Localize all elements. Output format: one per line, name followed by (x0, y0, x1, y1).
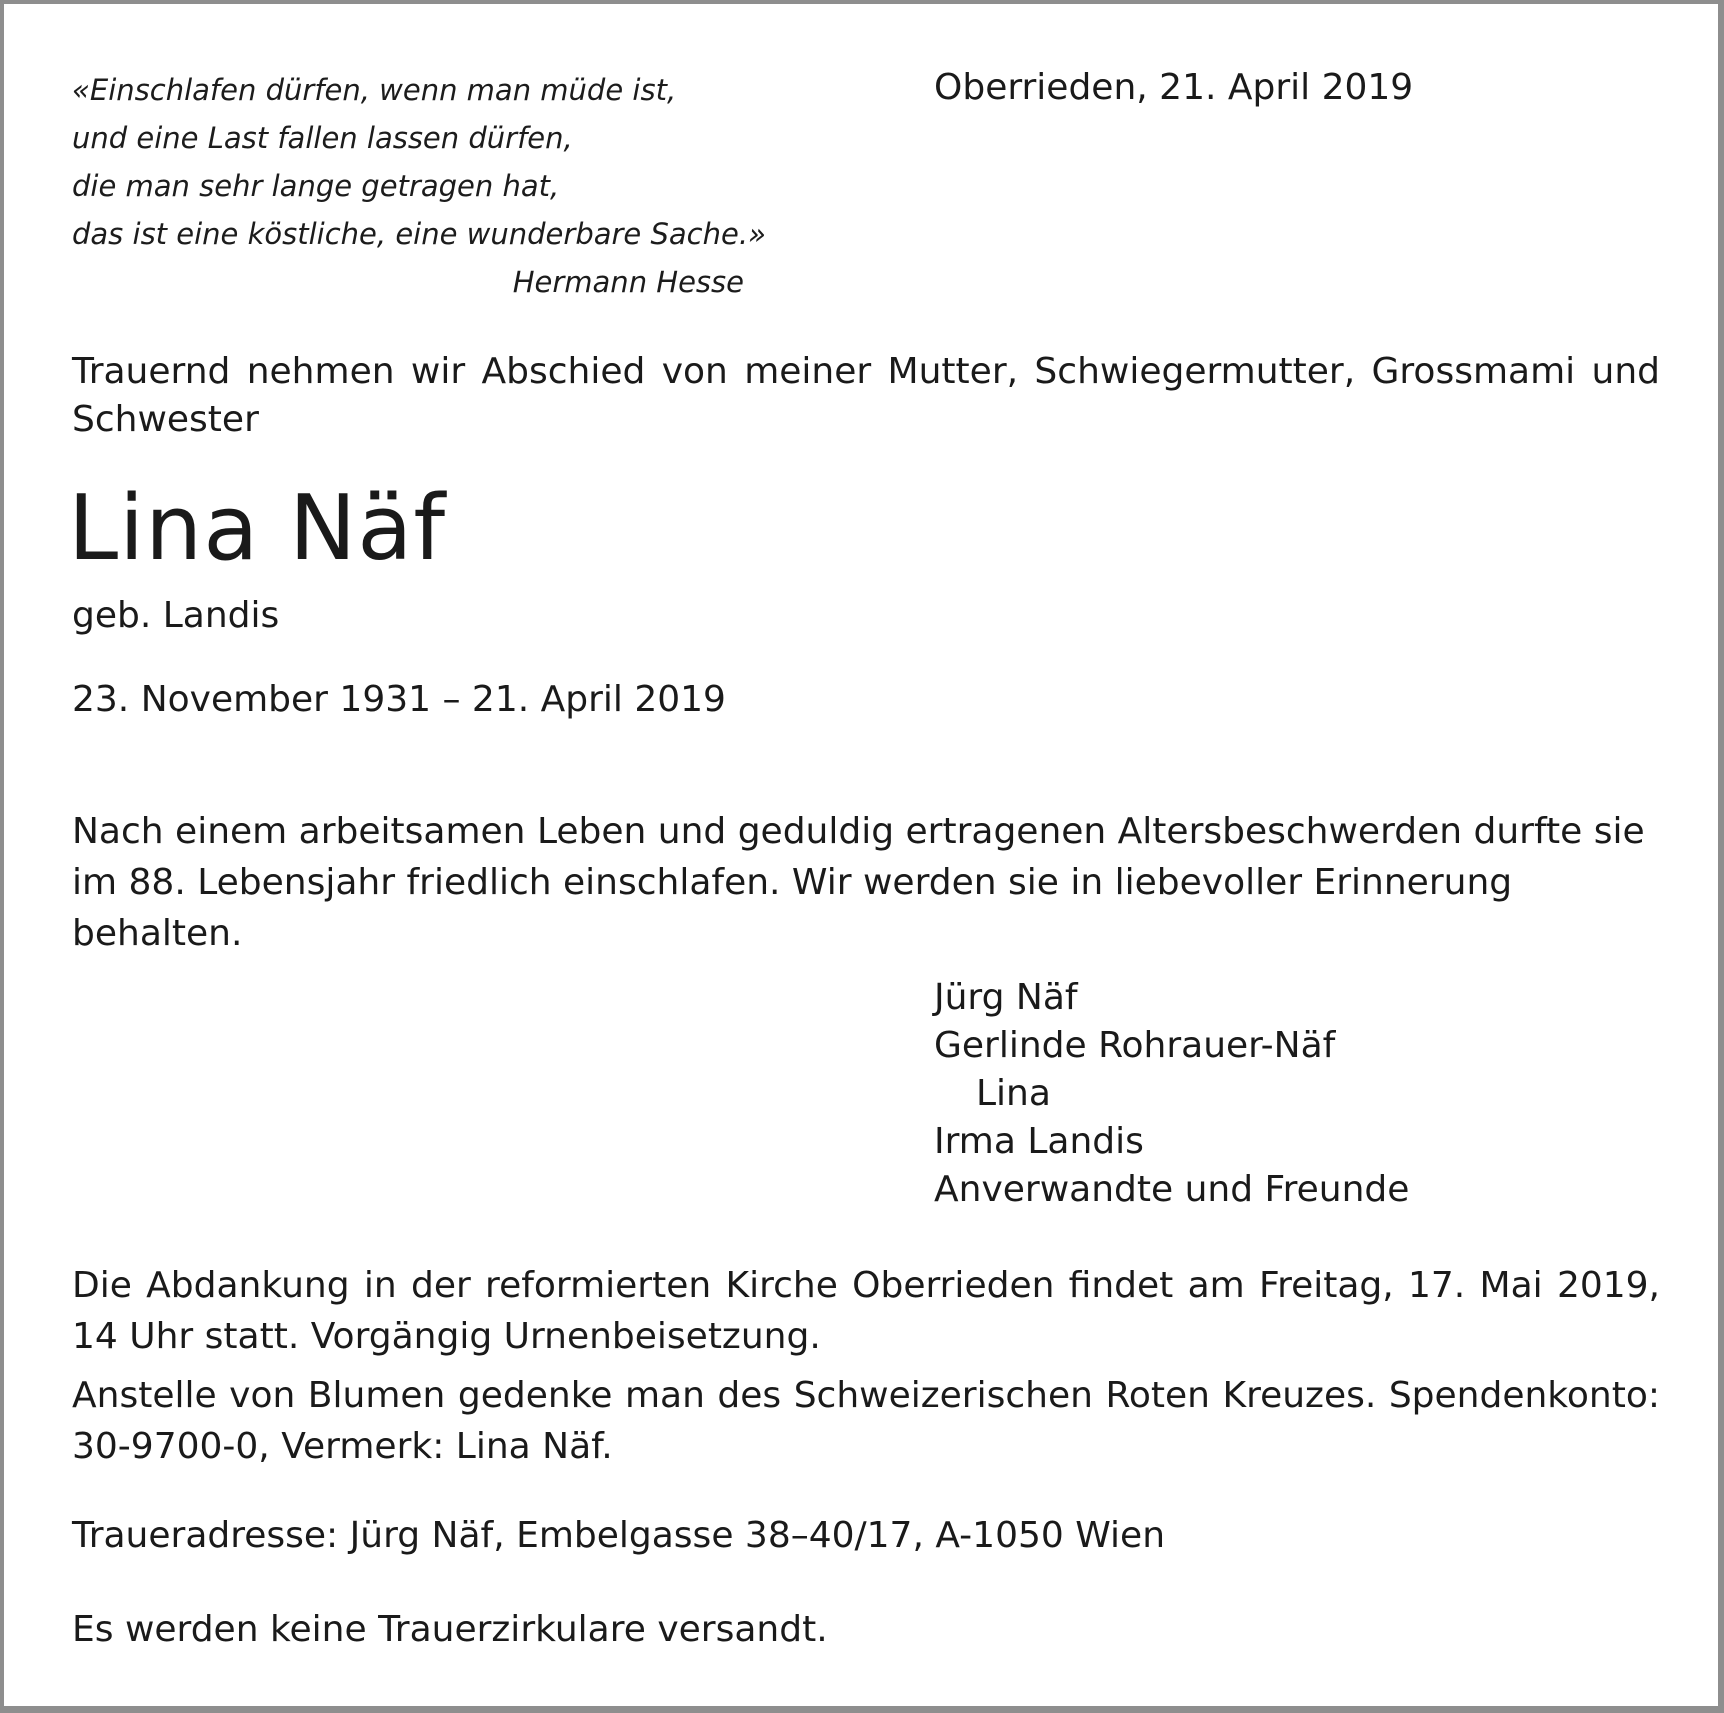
mourning-address: Traueradresse: Jürg Näf, Embelgasse 38–40/17, A-1050 Wien (72, 1515, 1166, 1556)
quote-line: und eine Last fallen lassen dürfen, (72, 121, 573, 155)
mourner-name: Anverwandte und Freunde (934, 1169, 1410, 1210)
mourner-name: Jürg Näf (934, 977, 1078, 1018)
mourner-name: Irma Landis (934, 1121, 1144, 1162)
place-and-date: Oberrieden, 21. April 2019 (934, 67, 1414, 108)
quote-line: das ist eine köstliche, eine wunderbare Sache.» (72, 217, 766, 251)
quote-line: «Einschlafen dürfen, wenn man müde ist, (72, 73, 677, 107)
maiden-name: geb. Landis (72, 595, 280, 636)
quote-author: Hermann Hesse (512, 265, 744, 299)
body-paragraph: Nach einem arbeitsamen Leben und geduldig ertragenen Altersbeschwerden durfte sie im 88. Lebensjahr friedlich einschlafen. Wir werden sie in liebevoller Erinnerung behalten. (72, 811, 1645, 954)
donation-info: Anstelle von Blumen gedenke man des Schweizerischen Roten Kreuzes. Spendenkonto: 30-9700-0, Vermerk: Lina Näf. (72, 1375, 1660, 1467)
mourner-name: Lina (976, 1073, 1051, 1114)
hesse-quote (72, 66, 766, 306)
quote-line: die man sehr lange getragen hat, (72, 169, 560, 203)
deceased-name: Lina Näf (68, 476, 447, 581)
closing-note: Es werden keine Trauerzirkulare versandt. (72, 1609, 828, 1650)
intro-text: Trauernd nehmen wir Abschied von meiner Mutter, Schwiegermutter, Grossmami und Schwester (72, 351, 1660, 440)
mourner-name: Gerlinde Rohrauer-Näf (934, 1025, 1336, 1066)
ceremony-info: Die Abdankung in der reformierten Kirche Oberrieden findet am Freitag, 17. Mai 2019, 14 Uhr statt. Vorgängig Urnenbeisetzung. (72, 1265, 1660, 1357)
life-dates: 23. November 1931 – 21. April 2019 (72, 679, 726, 720)
mourners-list (934, 974, 1409, 1214)
